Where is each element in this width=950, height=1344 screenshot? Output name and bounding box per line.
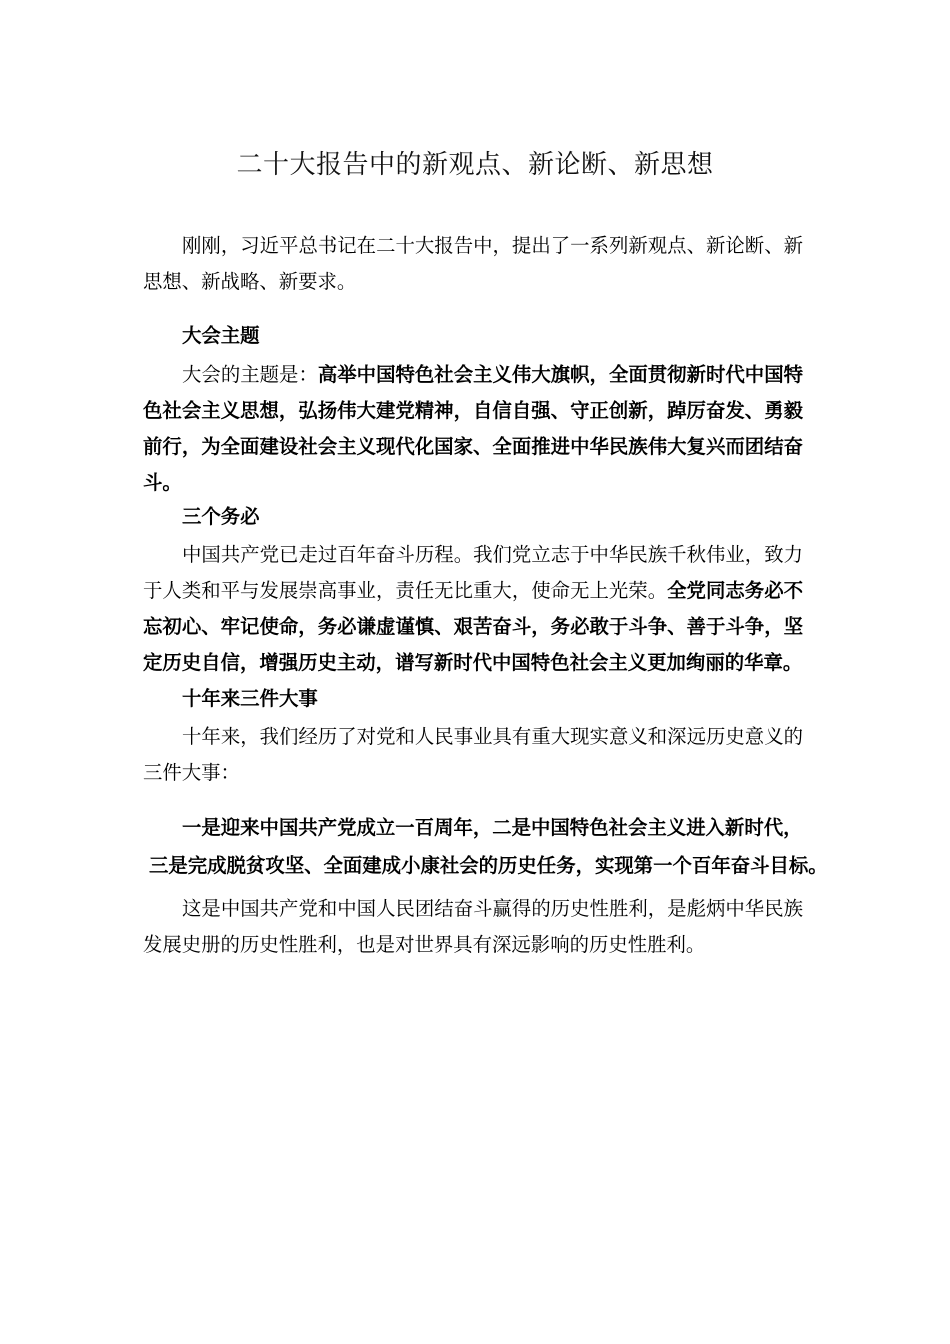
decade-paragraph [143,719,803,791]
intro-paragraph [143,228,803,300]
closing-text: 这是中国共产党和中国人民团结奋斗赢得的历史性胜利，是彪炳中华民族发展史册的历史性胜利，也是对世界具有深远影响的历史性胜利。 [143,897,803,956]
three-musts-text [143,537,803,681]
three-musts-lead: 中国共产党已走过百年奋斗历程。我们党立志于中华民族千秋伟业，致力于人类和平与发展崇高事业，责任无比重大，使命无上光荣。 [143,543,803,602]
decade-heading-text: 十年来三件大事 [182,687,318,710]
theme-section-heading [143,318,803,354]
theme-text [143,357,803,501]
document-title: 二十大报告中的新观点、新论断、新思想 [236,150,714,181]
three-musts-bold-text: 全党同志务必不忘初心、牢记使命，务必谦虚谨慎、艰苦奋斗，务必敢于斗争、善于斗争，坚定历史自信，增强历史主动，谱写新时代中国特色社会主义更加绚丽的华章。 [143,579,804,674]
theme-bold-text: 高举中国特色社会主义伟大旗帜，全面贯彻新时代中国特色社会主义思想，弘扬伟大建党精神，自信自强、守正创新，踔厉奋发、勇毅前行，为全面建设社会主义现代化国家、全面推进中华民族伟大复兴而团结奋斗。 [143,363,804,494]
events-line-2 [149,848,849,884]
theme-paragraph [143,357,803,501]
closing-paragraph [143,891,803,963]
three-musts-paragraph [143,537,803,681]
three-musts-heading-text: 三个务必 [182,505,260,528]
decade-lead-text: 十年来，我们经历了对党和人民事业具有重大现实意义和深远历史意义的三件大事： [143,725,803,784]
events-line-2-text: 三是完成脱贫攻坚、全面建成小康社会的历史任务，实现第一个百年奋斗目标。 [149,854,828,877]
theme-lead: 大会的主题是： [182,363,318,386]
events-line-1-text: 一是迎来中国共产党成立一百周年，二是中国特色社会主义进入新时代， [182,816,803,839]
decade-section-heading [143,681,803,717]
theme-heading-text: 大会主题 [182,324,260,347]
three-musts-section-heading [143,499,803,535]
intro-text: 刚刚，习近平总书记在二十大报告中，提出了一系列新观点、新论断、新思想、新战略、新要求。 [143,234,803,293]
events-line-1 [143,810,803,846]
